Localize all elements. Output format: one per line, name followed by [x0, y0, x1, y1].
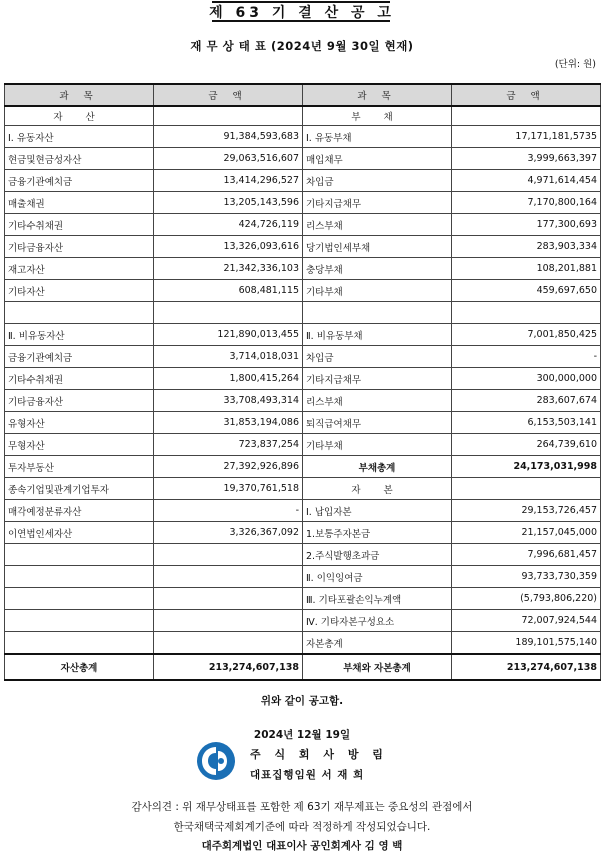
amount-cell: (5,793,806,220): [452, 588, 601, 610]
table-row: [5, 610, 601, 632]
amount-cell: 91,384,593,683: [154, 126, 303, 148]
account-cell: 기타지급채무: [303, 192, 452, 214]
account-cell: 매출채권: [5, 192, 154, 214]
amount-cell: [452, 478, 601, 500]
account-cell: 재고자산: [5, 258, 154, 280]
total-label-cell: 자산총계: [5, 654, 154, 680]
account-cell: Ⅰ. 납입자본: [303, 500, 452, 522]
amount-cell: 283,903,334: [452, 236, 601, 258]
table-row: [5, 126, 601, 148]
account-cell: 이연법인세자산: [5, 522, 154, 544]
amount-cell: 13,326,093,616: [154, 236, 303, 258]
account-cell: [5, 632, 154, 655]
amount-cell: 121,890,013,455: [154, 324, 303, 346]
amount-cell: 31,853,194,086: [154, 412, 303, 434]
account-cell: 기타금융자산: [5, 390, 154, 412]
amount-cell: 4,971,614,454: [452, 170, 601, 192]
table-row: [5, 368, 601, 390]
account-cell: 자 본: [303, 478, 452, 500]
notice-title: 제 63 기 결 산 공 고: [209, 5, 395, 21]
amount-cell: 7,996,681,457: [452, 544, 601, 566]
unit-label: (단위: 원): [554, 59, 596, 70]
table-row: [5, 588, 601, 610]
account-cell: 종속기업및관계기업투자: [5, 478, 154, 500]
table-row: [5, 500, 601, 522]
amount-cell: 19,370,761,518: [154, 478, 303, 500]
table-row: [5, 478, 601, 500]
amount-cell: 3,326,367,092: [154, 522, 303, 544]
amount-cell: 1,800,415,264: [154, 368, 303, 390]
amount-cell: 29,063,516,607: [154, 148, 303, 170]
account-cell: 유형자산: [5, 412, 154, 434]
amount-cell: 189,101,575,140: [452, 632, 601, 655]
amount-cell: 72,007,924,544: [452, 610, 601, 632]
amount-cell: -: [154, 500, 303, 522]
account-cell: Ⅱ. 비유동부채: [303, 324, 452, 346]
table-row: [5, 390, 601, 412]
account-cell: Ⅳ. 기타자본구성요소: [303, 610, 452, 632]
table-row: [5, 522, 601, 544]
amount-cell: 21,157,045,000: [452, 522, 601, 544]
notice-date: 2024년 12월 19일: [253, 729, 351, 741]
amount-cell: 17,171,181,5735: [452, 126, 601, 148]
amount-cell: [154, 566, 303, 588]
amount-cell: 264,739,610: [452, 434, 601, 456]
account-cell: 기타부채: [303, 280, 452, 302]
amount-cell: 300,000,000: [452, 368, 601, 390]
table-row: [5, 236, 601, 258]
account-cell: 차입금: [303, 346, 452, 368]
account-cell: 투자부동산: [5, 456, 154, 478]
col-header-amount-left: 금 액: [154, 84, 303, 106]
account-cell: [5, 610, 154, 632]
amount-cell: 108,201,881: [452, 258, 601, 280]
amount-cell: [154, 302, 303, 324]
amount-cell: 33,708,493,314: [154, 390, 303, 412]
section-row: [5, 106, 601, 126]
amount-cell: 177,300,693: [452, 214, 601, 236]
representative-name: 대표집행임원 서 재 희: [250, 769, 365, 781]
amount-cell: 608,481,115: [154, 280, 303, 302]
table-row: [5, 192, 601, 214]
section-liabilities: 부 채: [303, 106, 452, 126]
table-row: [5, 434, 601, 456]
account-cell: Ⅰ. 유동자산: [5, 126, 154, 148]
account-cell: 금융기관예치금: [5, 346, 154, 368]
amount-cell: 723,837,254: [154, 434, 303, 456]
table-row: [5, 346, 601, 368]
section-empty-cell: [154, 106, 303, 126]
amount-cell: 93,733,730,359: [452, 566, 601, 588]
account-cell: Ⅲ. 기타포괄손익누계액: [303, 588, 452, 610]
col-header-account-right: 과 목: [303, 84, 452, 106]
account-cell: [5, 302, 154, 324]
account-cell: 부채총계: [303, 456, 452, 478]
title-top-rule: [212, 1, 390, 3]
table-row: [5, 258, 601, 280]
amount-cell: 3,999,663,397: [452, 148, 601, 170]
amount-cell: 3,714,018,031: [154, 346, 303, 368]
account-cell: Ⅱ. 이익잉여금: [303, 566, 452, 588]
amount-cell: [452, 302, 601, 324]
amount-cell: [154, 544, 303, 566]
account-cell: 리스부채: [303, 390, 452, 412]
account-cell: [303, 302, 452, 324]
account-cell: 충당부채: [303, 258, 452, 280]
account-cell: 금융기관예치금: [5, 170, 154, 192]
account-cell: Ⅰ. 유동부채: [303, 126, 452, 148]
table-row: [5, 456, 601, 478]
total-amount-cell: 213,274,607,138: [154, 654, 303, 680]
amount-cell: 27,392,926,896: [154, 456, 303, 478]
total-amount-cell: 213,274,607,138: [452, 654, 601, 680]
amount-cell: 283,607,674: [452, 390, 601, 412]
table-row: [5, 148, 601, 170]
account-cell: 무형자산: [5, 434, 154, 456]
total-row: [5, 654, 601, 680]
account-cell: 기타지급채무: [303, 368, 452, 390]
title-bottom-rule: [212, 20, 390, 22]
table-row: [5, 280, 601, 302]
section-empty-cell: [452, 106, 601, 126]
statement-subtitle: 재 무 상 태 표 (2024년 9월 30일 현재): [190, 39, 414, 53]
account-cell: [5, 544, 154, 566]
account-cell: 기타수취채권: [5, 368, 154, 390]
account-cell: 당기법인세부채: [303, 236, 452, 258]
auditor-name: 대주회계법인 대표이사 공인회계사 김 영 백: [201, 840, 403, 852]
company-logo-icon: [196, 741, 236, 781]
account-cell: 차입금: [303, 170, 452, 192]
company-name: 주 식 회 사 방 림: [250, 748, 388, 761]
account-cell: [5, 566, 154, 588]
table-row: [5, 302, 601, 324]
amount-cell: 21,342,336,103: [154, 258, 303, 280]
amount-cell: 13,414,296,527: [154, 170, 303, 192]
section-assets: 자 산: [5, 106, 154, 126]
amount-cell: 459,697,650: [452, 280, 601, 302]
amount-cell: 7,170,800,164: [452, 192, 601, 214]
amount-cell: 29,153,726,457: [452, 500, 601, 522]
audit-opinion-line2: 한국채택국제회계기준에 따라 적정하게 작성되었습니다.: [173, 821, 431, 833]
amount-cell: 13,205,143,596: [154, 192, 303, 214]
amount-cell: 7,001,850,425: [452, 324, 601, 346]
account-cell: 매입채무: [303, 148, 452, 170]
account-cell: Ⅱ. 비유동자산: [5, 324, 154, 346]
account-cell: 2.주식발행초과금: [303, 544, 452, 566]
account-cell: 1.보통주자본금: [303, 522, 452, 544]
amount-cell: [154, 588, 303, 610]
amount-cell: 24,173,031,998: [452, 456, 601, 478]
account-cell: 자본총계: [303, 632, 452, 655]
account-cell: [5, 588, 154, 610]
amount-cell: 424,726,119: [154, 214, 303, 236]
table-row: [5, 412, 601, 434]
account-cell: 리스부채: [303, 214, 452, 236]
account-cell: 기타부채: [303, 434, 452, 456]
col-header-amount-right: 금 액: [452, 84, 601, 106]
account-cell: 현금및현금성자산: [5, 148, 154, 170]
amount-cell: -: [452, 346, 601, 368]
amount-cell: 6,153,503,141: [452, 412, 601, 434]
account-cell: 기타금융자산: [5, 236, 154, 258]
account-cell: 퇴직급여채무: [303, 412, 452, 434]
account-cell: 기타자산: [5, 280, 154, 302]
amount-cell: [154, 632, 303, 655]
table-row: [5, 566, 601, 588]
table-row: [5, 544, 601, 566]
table-row: [5, 324, 601, 346]
total-label-cell: 부채와 자본총계: [303, 654, 452, 680]
col-header-account-left: 과 목: [5, 84, 154, 106]
notice-text: 위와 같이 공고함.: [260, 695, 344, 707]
balance-sheet-table: [4, 83, 601, 681]
account-cell: 기타수취채권: [5, 214, 154, 236]
table-row: [5, 170, 601, 192]
table-row: [5, 214, 601, 236]
audit-opinion-line1: 감사의견 : 위 재무상태표를 포함한 제 63기 재무제표는 중요성의 관점에서: [131, 801, 473, 813]
account-cell: 매각예정분류자산: [5, 500, 154, 522]
header-row: [5, 84, 601, 106]
table-row: [5, 632, 601, 655]
amount-cell: [154, 610, 303, 632]
